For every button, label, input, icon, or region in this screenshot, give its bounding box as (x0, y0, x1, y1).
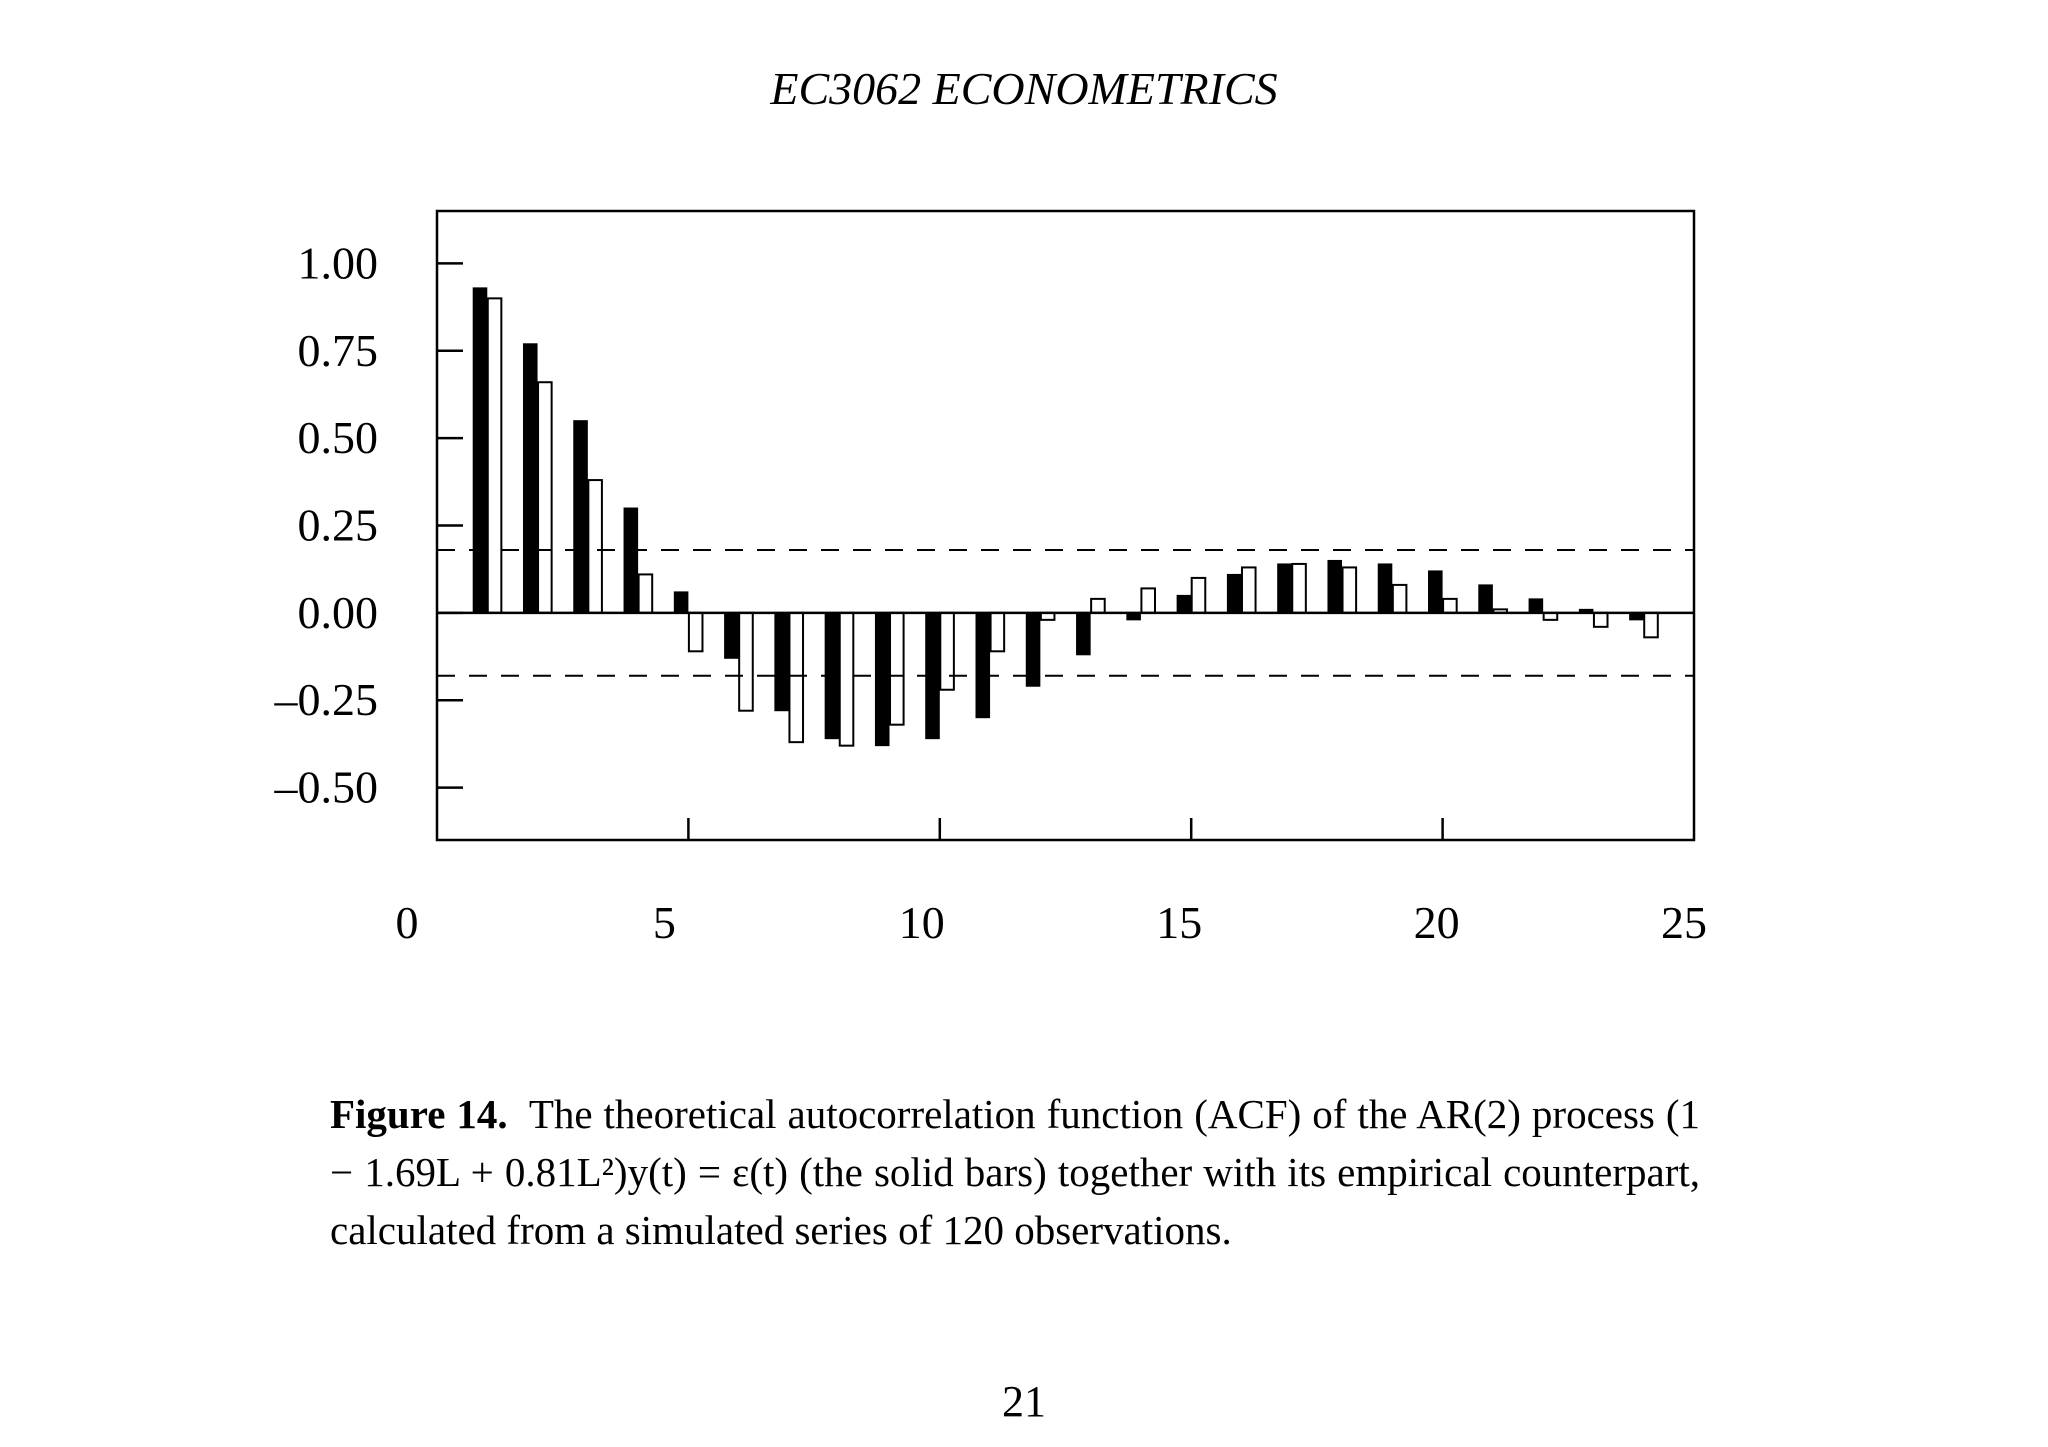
theoretical-acf-bar (1529, 599, 1543, 613)
empirical-acf-bar (488, 298, 502, 612)
empirical-acf-bar (1091, 599, 1105, 613)
empirical-acf-bar (991, 613, 1005, 651)
caption-label: Figure 14. (330, 1091, 508, 1137)
empirical-acf-bar (1393, 585, 1407, 613)
empirical-acf-bar (1443, 599, 1457, 613)
y-tick-label: 0.75 (297, 324, 378, 376)
x-tick-label: 10 (898, 897, 945, 948)
empirical-acf-bar (689, 613, 703, 651)
theoretical-acf-bar (725, 613, 739, 658)
figure-caption (330, 1085, 1700, 1259)
empirical-acf-bar (1242, 567, 1256, 612)
y-tick-label: 0.25 (297, 499, 378, 551)
theoretical-acf-bar (523, 344, 537, 613)
theoretical-acf-bar (875, 613, 889, 746)
empirical-acf-bar (1192, 578, 1206, 613)
empirical-acf-bar (739, 613, 753, 711)
empirical-acf-bar (1141, 588, 1155, 612)
x-tick-label: 5 (652, 897, 676, 948)
theoretical-acf-bar (574, 421, 588, 613)
theoretical-acf-bar (1077, 613, 1091, 655)
x-tick-label: 15 (1156, 897, 1203, 948)
theoretical-acf-bar (1177, 595, 1191, 612)
y-tick-label: –0.25 (274, 674, 378, 726)
theoretical-acf-bar (674, 592, 688, 613)
theoretical-acf-bar (976, 613, 990, 718)
empirical-acf-bar (789, 613, 803, 742)
empirical-acf-bar (538, 382, 552, 613)
empirical-acf-bar (940, 613, 954, 690)
empirical-acf-bar (1644, 613, 1658, 637)
empirical-acf-bar (588, 480, 602, 613)
empirical-acf-bar (1343, 567, 1357, 612)
caption-text: The theoretical autocorrelation function (ACF) of the AR(2) process (1 − 1.69L + 0.81L²)y(t) = ε(t) (the solid bars) together with its empirical counterpart, calculated from a simulated series of 120 observations. (330, 1091, 1701, 1253)
theoretical-acf-bar (1429, 571, 1443, 613)
empirical-acf-bar (1292, 564, 1306, 613)
theoretical-acf-bar (1328, 560, 1342, 612)
y-tick-label: 0.50 (297, 412, 378, 464)
theoretical-acf-bar (1479, 585, 1493, 613)
x-tick-label: 20 (1413, 897, 1460, 948)
x-tick-label: 0 (395, 897, 419, 948)
theoretical-acf-bar (473, 288, 487, 613)
theoretical-acf-bar (1278, 564, 1292, 613)
theoretical-acf-bar (1378, 564, 1392, 613)
empirical-acf-bar (639, 574, 653, 612)
empirical-acf-bar (840, 613, 854, 746)
empirical-acf-bar (890, 613, 904, 725)
empirical-acf-bar (1594, 613, 1608, 627)
y-tick-label: 0.00 (297, 586, 378, 638)
running-head: EC3062 ECONOMETRICS (770, 63, 1278, 114)
theoretical-acf-bar (775, 613, 789, 711)
theoretical-acf-bar (1227, 574, 1241, 612)
x-tick-label: 25 (1661, 897, 1707, 948)
theoretical-acf-bar (624, 508, 638, 613)
y-tick-label: –0.50 (274, 761, 378, 813)
page-number: 21 (1002, 1377, 1046, 1426)
y-tick-label: 1.00 (297, 237, 378, 289)
